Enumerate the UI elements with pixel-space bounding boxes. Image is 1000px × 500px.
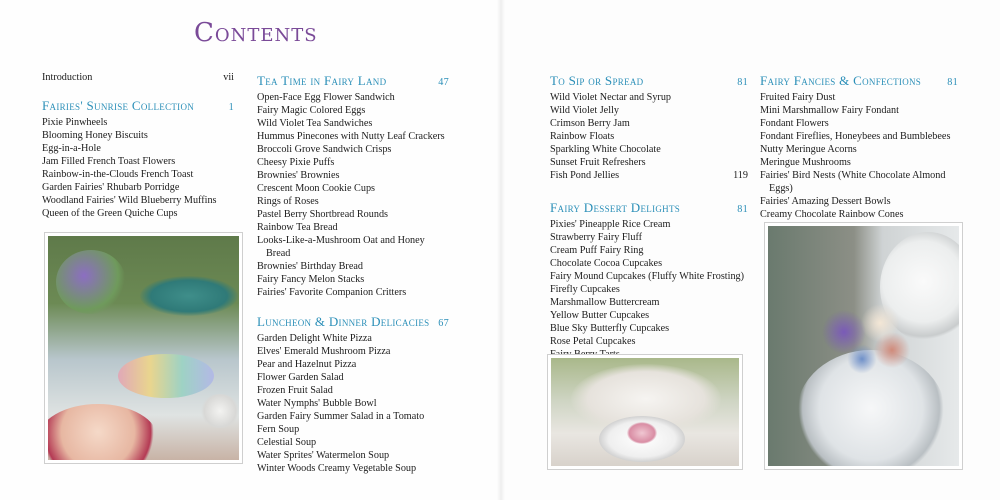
list-item[interactable]: Brownies' Birthday Bread — [257, 261, 363, 272]
section-list-fancies — [760, 91, 958, 221]
entry-page: vii — [223, 72, 234, 83]
list-item[interactable]: Rainbow Floats — [550, 131, 615, 142]
marshmallow-bowl-shape — [48, 404, 158, 460]
list-item[interactable]: Firefly Cupcakes — [550, 284, 620, 295]
list-item[interactable]: Rose Petal Cupcakes — [550, 336, 636, 347]
section-page: 47 — [438, 77, 449, 88]
rainbow-bread-shape — [118, 354, 214, 398]
list-item[interactable]: Egg-in-a-Hole — [42, 143, 101, 154]
list-item[interactable]: Water Nymphs' Bubble Bowl — [257, 398, 377, 409]
toc-column-1 — [42, 71, 234, 220]
list-item[interactable]: Garden Fairies' Rhubarb Porridge — [42, 182, 180, 193]
list-item[interactable]: Wild Violet Tea Sandwiches — [257, 118, 373, 129]
list-item[interactable]: Pastel Berry Shortbread Rounds — [257, 209, 389, 220]
list-item[interactable]: Fairies' Favorite Companion Critters — [257, 287, 407, 298]
list-item[interactable]: Blooming Honey Biscuits — [42, 130, 148, 141]
photo-tea-table — [44, 232, 243, 464]
list-item[interactable]: Pear and Hazelnut Pizza — [257, 359, 357, 370]
section-list-luncheon — [257, 332, 449, 475]
list-item[interactable]: Flower Garden Salad — [257, 372, 344, 383]
section-page: 81 — [737, 77, 748, 88]
flower-bouquet-shape — [56, 250, 126, 314]
list-item[interactable]: Crescent Moon Cookie Cups — [257, 183, 375, 194]
list-item[interactable] — [257, 234, 449, 260]
list-item[interactable]: Fairy Fancy Melon Stacks — [257, 274, 365, 285]
section-title: Fairies' Sunrise Collection — [42, 98, 195, 113]
list-item[interactable]: Rainbow-in-the-Clouds French Toast — [42, 169, 194, 180]
photo-plates-flowers — [764, 222, 963, 470]
entry-label: Fish Pond Jellies — [550, 170, 620, 181]
list-item[interactable]: Strawberry Fairy Fluff — [550, 232, 643, 243]
list-item[interactable]: Creamy Chocolate Rainbow Cones — [760, 209, 904, 220]
section-heading-luncheon[interactable] — [257, 314, 449, 331]
list-item[interactable]: Elves' Emerald Mushroom Pizza — [257, 346, 391, 357]
list-item[interactable]: Rings of Roses — [257, 196, 319, 207]
list-item[interactable]: Fairy Mound Cupcakes (Fluffy White Frosting) — [550, 271, 745, 282]
list-item[interactable]: Winter Woods Creamy Vegetable Soup — [257, 463, 417, 474]
section-page: 1 — [228, 102, 234, 113]
list-item[interactable]: Fern Soup — [257, 424, 300, 435]
section-title: Luncheon & Dinner Delicacies — [257, 314, 430, 329]
list-item[interactable]: Chocolate Cocoa Cupcakes — [550, 258, 663, 269]
list-item[interactable]: Marshmallow Buttercream — [550, 297, 660, 308]
list-item[interactable]: Open-Face Egg Flower Sandwich — [257, 92, 395, 103]
list-item[interactable]: Mini Marshmallow Fairy Fondant — [760, 105, 899, 116]
section-page: 81 — [737, 204, 748, 215]
list-item[interactable]: Cream Puff Fairy Ring — [550, 245, 644, 256]
list-item[interactable]: Garden Delight White Pizza — [257, 333, 372, 344]
entry-line: Looks-Like-a-Mushroom Oat and Honey — [257, 235, 425, 246]
section-page: 67 — [438, 318, 449, 329]
section-heading-dessert[interactable] — [550, 200, 748, 217]
list-item[interactable]: Broccoli Grove Sandwich Crisps — [257, 144, 392, 155]
section-heading-fancies[interactable] — [760, 73, 958, 90]
list-item[interactable]: Queen of the Green Quiche Cups — [42, 208, 178, 219]
cake-stand-shape — [140, 276, 238, 316]
section-heading-tea[interactable] — [257, 73, 449, 90]
photo-dessert-plate — [547, 354, 743, 470]
list-item[interactable]: Fruited Fairy Dust — [760, 92, 836, 103]
list-item[interactable]: Wild Violet Jelly — [550, 105, 619, 116]
photo-dessert-plate-image — [551, 358, 739, 466]
list-item[interactable]: Frozen Fruit Salad — [257, 385, 333, 396]
section-list-sip — [550, 91, 748, 182]
section-title: Fairy Dessert Delights — [550, 200, 681, 215]
book-gutter — [497, 0, 505, 500]
toc-column-3 — [550, 73, 748, 374]
entry-label: Introduction — [42, 72, 93, 83]
list-item[interactable]: Pixies' Pineapple Rice Cream — [550, 219, 671, 230]
list-item[interactable]: Brownies' Brownies — [257, 170, 340, 181]
section-page: 81 — [947, 77, 958, 88]
list-item[interactable]: Woodland Fairies' Wild Blueberry Muffins — [42, 195, 217, 206]
photo-plates-flowers-image — [768, 226, 959, 466]
list-item[interactable]: Sunset Fruit Refreshers — [550, 157, 646, 168]
list-item[interactable]: Fairy Magic Colored Eggs — [257, 105, 366, 116]
list-item[interactable]: Blue Sky Butterfly Cupcakes — [550, 323, 670, 334]
list-item[interactable]: Fairies' Amazing Dessert Bowls — [760, 196, 891, 207]
entry-line: Fairies' Bird Nests (White Chocolate Almond — [760, 170, 946, 181]
list-item[interactable]: Meringue Mushrooms — [760, 157, 851, 168]
list-item[interactable] — [760, 169, 958, 195]
cake-slice-shape — [627, 422, 657, 444]
list-item[interactable]: Pixie Pinwheels — [42, 117, 108, 128]
section-list-tea — [257, 91, 449, 299]
toc-column-2 — [257, 73, 449, 475]
entry-line-continued: Eggs) — [769, 183, 793, 194]
list-item[interactable]: Fondant Fireflies, Honeybees and Bumblebees — [760, 131, 951, 142]
section-list-sunrise — [42, 116, 234, 220]
section-heading-sip[interactable] — [550, 73, 748, 90]
list-item[interactable]: Yellow Butter Cupcakes — [550, 310, 650, 321]
list-item[interactable]: Jam Filled French Toast Flowers — [42, 156, 176, 167]
list-item[interactable]: Hummus Pinecones with Nutty Leaf Crackers — [257, 131, 445, 142]
page-title: Contents — [194, 18, 318, 48]
photo-tea-table-image — [48, 236, 239, 460]
list-item[interactable] — [550, 169, 748, 182]
entry-line-continued: Bread — [266, 248, 291, 259]
list-item[interactable]: Celestial Soup — [257, 437, 317, 448]
list-item[interactable]: Wild Violet Nectar and Syrup — [550, 92, 672, 103]
section-list-dessert — [550, 218, 748, 374]
section-heading-sunrise[interactable] — [42, 98, 234, 115]
list-item[interactable]: Cheesy Pixie Puffs — [257, 157, 335, 168]
toc-entry-introduction[interactable] — [42, 71, 234, 84]
section-title: To Sip or Spread — [550, 73, 644, 88]
list-item[interactable]: Crimson Berry Jam — [550, 118, 630, 129]
section-title: Tea Time in Fairy Land — [257, 73, 387, 88]
section-title: Fairy Fancies & Confections — [760, 73, 922, 88]
flower-cluster-shape — [808, 296, 928, 386]
toc-column-4 — [760, 73, 958, 221]
teacup-shape — [200, 394, 239, 428]
list-item[interactable]: Garden Fairy Summer Salad in a Tomato — [257, 411, 425, 422]
entry-page: 119 — [733, 170, 748, 181]
list-item[interactable]: Water Sprites' Watermelon Soup — [257, 450, 390, 461]
list-item[interactable]: Fondant Flowers — [760, 118, 829, 129]
list-item[interactable]: Sparkling White Chocolate — [550, 144, 661, 155]
list-item[interactable]: Nutty Meringue Acorns — [760, 144, 857, 155]
list-item[interactable]: Rainbow Tea Bread — [257, 222, 338, 233]
